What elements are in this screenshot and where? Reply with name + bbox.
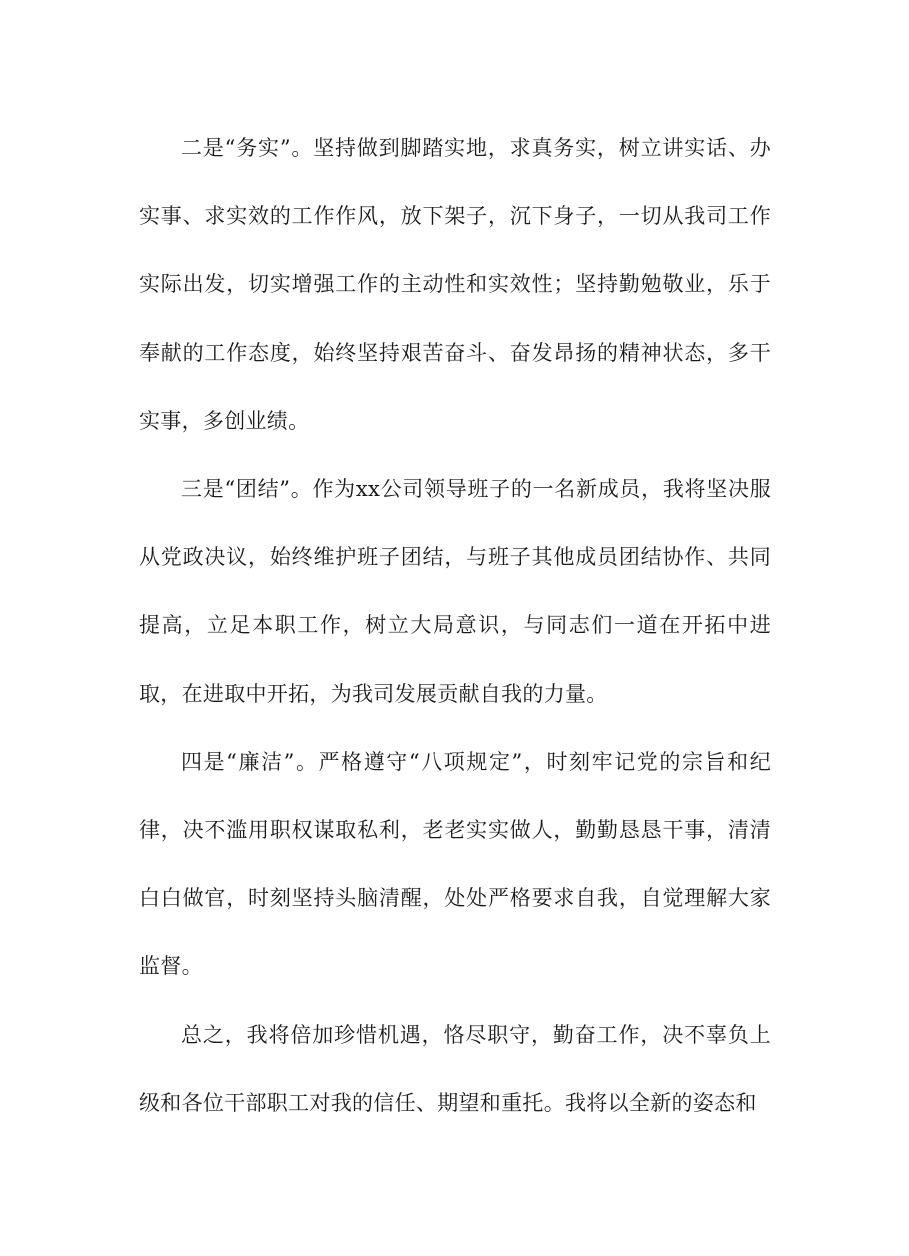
paragraph-zongzhi: 总之，我将倍加珍惜机遇，恪尽职守，勤奋工作，决不辜负上级和各位干部职工对我的信任、期望和重托。我将以全新的姿态和: [139, 1022, 771, 1115]
paragraph-wushi: 二是“务实”。坚持做到脚踏实地，求真务实，树立讲实话、办实事、求实效的工作作风，放下架子，沉下身子，一切从我司工作实际出发，切实增强工作的主动性和实效性；坚持勤勉敬业，乐于奉献的工作态度，始终坚持艰苦奋斗、奋发昂扬的精神状态，多干实事，多创业绩。: [139, 136, 771, 433]
document-body: [139, 114, 771, 1137]
paragraph-tuanjie: 三是“团结”。作为xx公司领导班子的一名新成员，我将坚决服从党政决议，始终维护班子团结，与班子其他成员团结协作、共同提高，立足本职工作，树立大局意识，与同志们一道在开拓中进取，在进取中开拓，为我司发展贡献自我的力量。: [139, 477, 771, 706]
paragraph-lianjie: 四是“廉洁”。严格遵守“八项规定”，时刻牢记党的宗旨和纪律，决不滥用职权谋取私利，老老实实做人，勤勤恳恳干事，清清白白做官，时刻坚持头脑清醒，处处严格要求自我，自觉理解大家监督。: [139, 749, 771, 979]
